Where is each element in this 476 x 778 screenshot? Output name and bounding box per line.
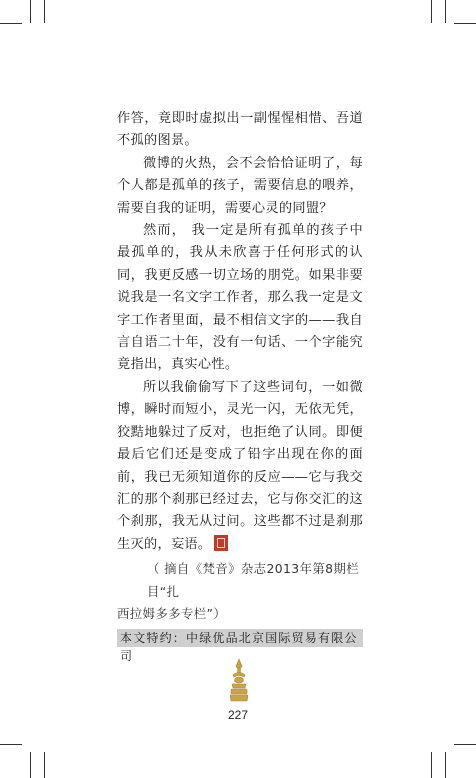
article-body xyxy=(117,108,363,664)
paragraph-last xyxy=(117,377,363,556)
crop-mark xyxy=(431,0,432,23)
paragraph: 作答，竟即时虚拟出一副惺惺相惜、吾道不孤的图景。 xyxy=(117,111,363,149)
crop-mark xyxy=(0,744,22,745)
crop-mark xyxy=(445,0,446,23)
crop-mark xyxy=(454,23,476,24)
vajra-ornament-icon xyxy=(230,658,248,704)
source-line: 西拉姆多多专栏”） xyxy=(117,605,227,621)
paragraph: 然而， 我一定是所有孤单的孩子中最孤单的，我从未欣喜于任何形式的认同，我更反感一切立场的朋党。如果非要说我是一名文字工作者，那么我一定是文字工作者里面，最不相信文字的——我自言自语二十年，没有一句话、一个字能究竟指出，真实心性。 xyxy=(117,223,363,373)
source-citation xyxy=(117,558,363,625)
crop-mark xyxy=(44,752,45,778)
crop-mark xyxy=(30,0,31,23)
paragraph: 微博的火热，会不会恰恰证明了，每个人都是孤单的孩子，需要信息的喂养，需要自我的证明，需要心灵的同盟？ xyxy=(117,155,363,216)
crop-mark xyxy=(0,23,22,24)
page-number: 227 xyxy=(227,708,249,722)
crop-mark xyxy=(30,752,31,778)
crop-mark xyxy=(445,752,446,778)
paragraph-text: 所以我偷偷写下了这些词句，一如微博，瞬时而短小，灵光一闪，无依无凭，狡黠地躲过了反对，也拒绝了认同。即便最后它们还是变成了铅字出现在你的面前，我已无须知道你的反应——它与我交汇的那个刹那已经过去，它与你交汇的这个刹那，我无从过问。这些都不过是刹那生灭的，妄语。 xyxy=(117,379,363,552)
crop-mark xyxy=(44,0,45,23)
crop-mark xyxy=(431,752,432,778)
seal-stamp-icon xyxy=(214,535,228,551)
crop-mark xyxy=(454,744,476,745)
source-line: （ 摘自《梵音》杂志2013年第8期栏目“扎 xyxy=(147,561,360,599)
sponsor-band: 本文特约：中绿优品北京国际贸易有限公司 xyxy=(117,629,363,647)
